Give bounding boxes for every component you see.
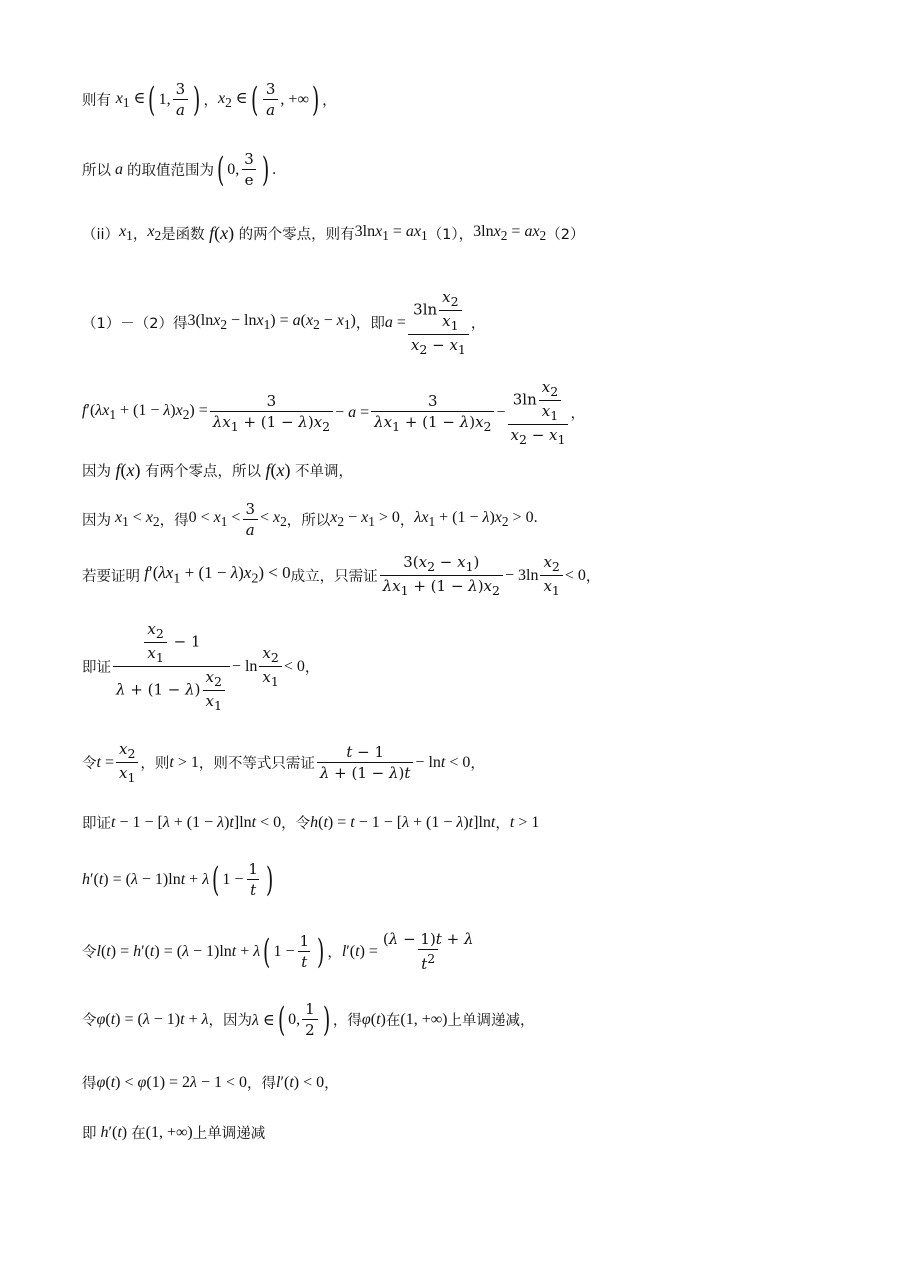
line-13: 令 l(t) = h′(t) = (λ − 1)lnt + λ ( 1 − $\frac{1}{t}$ ) ， l′(t) = $\frac{(\lambda - 1)t + \lambda}{t^2}$: [82, 930, 474, 973]
line-6: 因为 f(x) 有两个零点，所以 f(x) 不单调，: [82, 460, 354, 480]
line-2: 所以 a 的取值范围为 ( 0, $\frac{3}{e}$ ) .: [82, 149, 277, 190]
line-10: 令 t = $\frac{x_2}{x_1}$ ，则 t > 1 ，则不等式只需证 $\frac{t - 1}{\lambda + (1 - \lambda)t}$ − lnt < 0 ，: [82, 740, 485, 785]
line-5: $f'(\lambda x_1 + (1 - \lambda)x_2)$ = $\frac{3}{\lambda x_1 + (1 - \lambda)x_2}$ − a = $\frac{3}{\lambda x_1 + (1 - \lambda)x_2}$ − 3ln $\frac{x_2}{x_1}$ $x_2 - x_1$ ，: [82, 378, 585, 447]
line-11: 即证 t − 1 − [λ + (1 − λ)t]lnt < 0 ，令 h(t) = t − 1 − [λ + (1 − λ)t]lnt ， t > 1: [82, 813, 540, 832]
line-14: 令 φ(t) = (λ − 1)t + λ ，因为 λ ∈ ( 0, $\frac{1}{2}$ ) ，得 φ(t) 在 (1, +∞) 上单调递减，: [82, 999, 535, 1040]
line-15: 得 φ(t) < φ(1) = 2λ − 1 < 0 ，得 l′(t) < 0 ，: [82, 1073, 339, 1092]
line-12: h′(t) = (λ − 1)lnt + λ ( 1 − $\frac{1}{t}$ ): [82, 859, 274, 900]
line-16: 即 h′(t) 在 (1, +∞) 上单调递减: [82, 1123, 266, 1142]
line-9: 即证 $\frac{x_2}{x_1}$ − 1 λ + (1 − λ) $\frac{x_2}{x_1}$ − ln $\frac{x_2}{x_1}$ < 0 ，: [82, 620, 320, 713]
line-3: （ii） $x_1$ ， $x_2$ 是函数 f(x) 的两个零点，则有 $3\ln x_1 = ax_1$ （1）， $3\ln x_2 = ax_2$ （2）: [82, 223, 585, 244]
line-4: （1）－（2）得 $3(\ln x_2 - \ln x_1) = a(x_2 - x_1)$ ，即 a = 3ln $\frac{x_2}{x_1}$ $x_2 - x_1$ ，: [82, 288, 486, 357]
line-7: 因为 $x_1 < x_2$ ，得 $0 < x_1$ < $\frac{3}{a}$ < $x_2$ ，所以 $x_2 - x_1 > 0$ ， $\lambda x_1 + (1 - \lambda)x_2 > 0$.: [82, 500, 538, 539]
line-1: 则有 $x_1$ ∈ ( 1, $\frac{3}{a}$ ) ， $x_2$ ∈ ( $\frac{3}{a}$ , +∞ ) ，: [82, 79, 337, 120]
line-8: 若要证明 $f'(\lambda x_1 + (1 - \lambda)x_2) < 0$ 成立，只需证 $\frac{3(x_2 - x_1)}{\lambda x_1 + (1 - \lambda)x_2}$ − 3ln $\frac{x_2}{x_1}$ < 0 ，: [82, 553, 601, 598]
